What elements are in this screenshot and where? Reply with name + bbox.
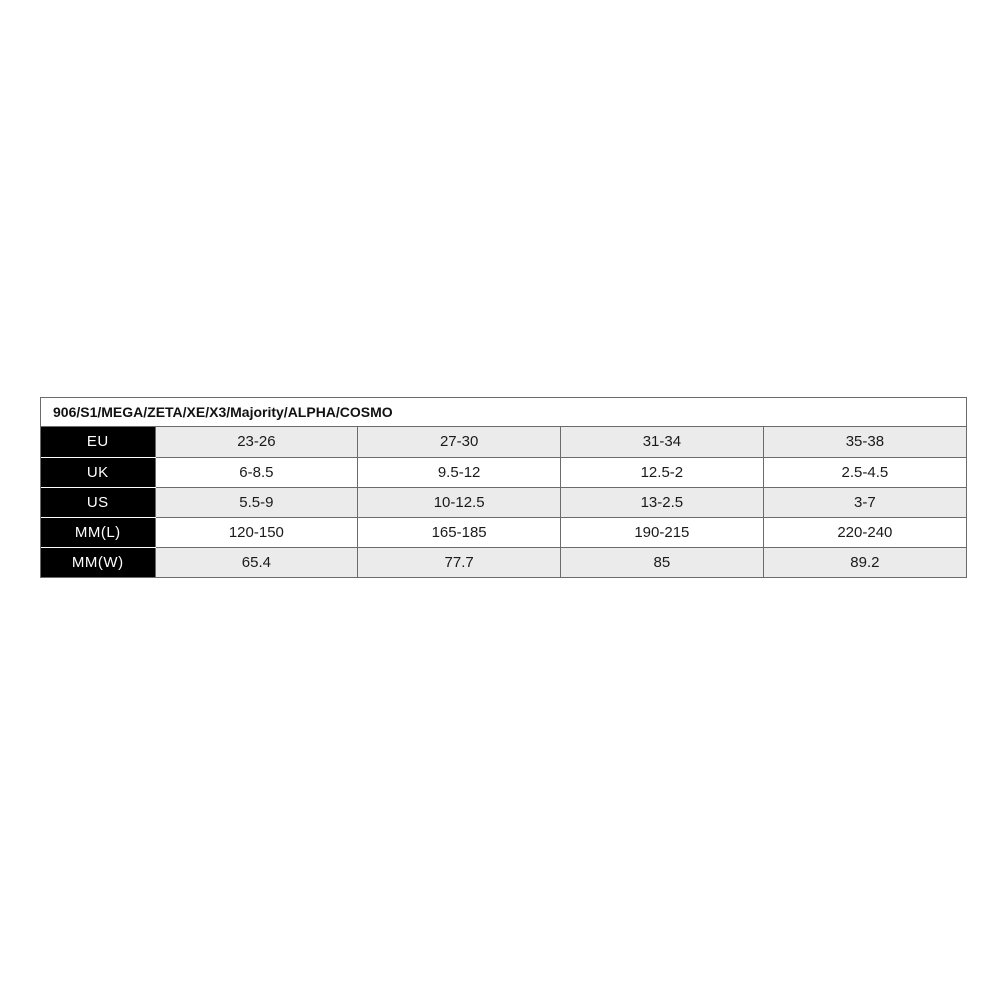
table-cell: 23-26: [155, 427, 358, 457]
table-cell: 89.2: [763, 547, 966, 577]
table-row-us: [41, 487, 966, 517]
table-cell: 2.5-4.5: [763, 457, 966, 487]
table-cell: 12.5-2: [561, 457, 764, 487]
table-cell: 13-2.5: [561, 487, 764, 517]
table-row-eu: [41, 427, 966, 457]
table-cell: 77.7: [358, 547, 561, 577]
row-label-mm-width: MM(W): [41, 547, 155, 577]
size-chart: [40, 397, 967, 578]
table-cell: 31-34: [561, 427, 764, 457]
table-cell: 120-150: [155, 517, 358, 547]
table-cell: 9.5-12: [358, 457, 561, 487]
row-label-uk: UK: [41, 457, 155, 487]
table-cell: 85: [561, 547, 764, 577]
table-cell: 35-38: [763, 427, 966, 457]
row-label-us: US: [41, 487, 155, 517]
table-cell: 165-185: [358, 517, 561, 547]
table-cell: 65.4: [155, 547, 358, 577]
table-cell: 220-240: [763, 517, 966, 547]
table-row-uk: [41, 457, 966, 487]
chart-title: 906/S1/MEGA/ZETA/XE/X3/Majority/ALPHA/COSMO: [41, 398, 966, 427]
table-cell: 3-7: [763, 487, 966, 517]
table-cell: 10-12.5: [358, 487, 561, 517]
row-label-eu: EU: [41, 427, 155, 457]
table-row-mm-length: [41, 517, 966, 547]
table-cell: 5.5-9: [155, 487, 358, 517]
table-row-mm-width: [41, 547, 966, 577]
table-cell: 6-8.5: [155, 457, 358, 487]
table-cell: 190-215: [561, 517, 764, 547]
row-label-mm-length: MM(L): [41, 517, 155, 547]
size-table: [41, 427, 966, 577]
table-cell: 27-30: [358, 427, 561, 457]
